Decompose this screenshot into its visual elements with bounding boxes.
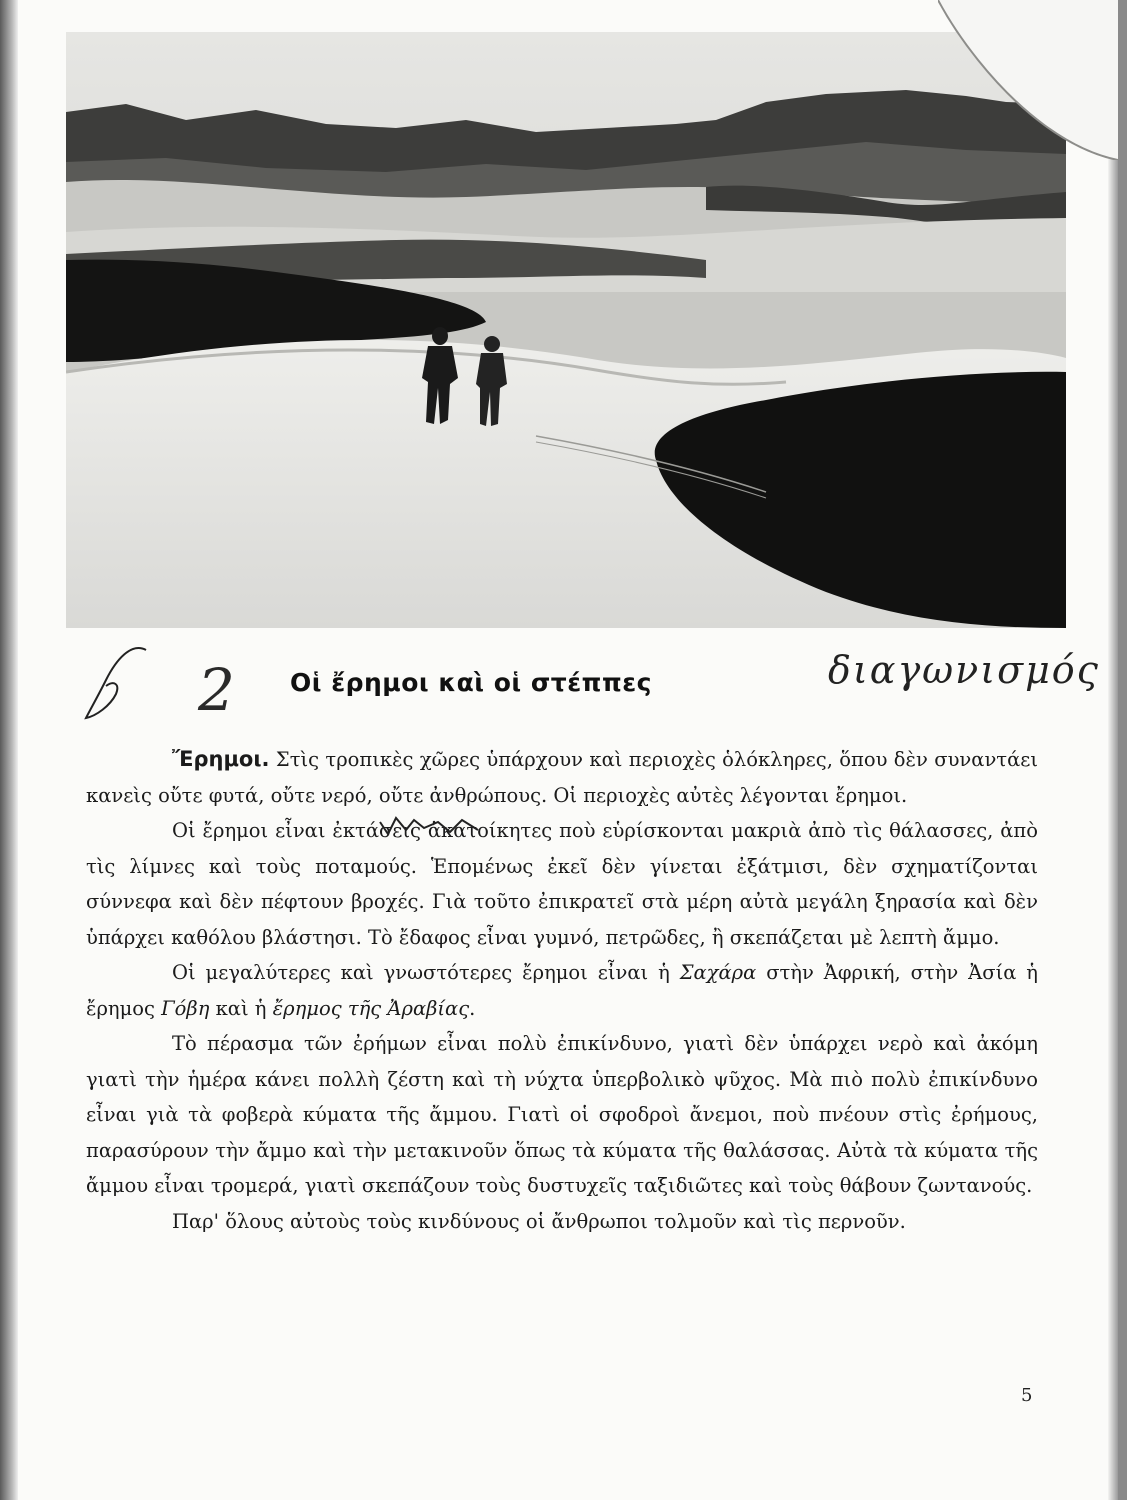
section-lead-deserts: Ἔρημοι.	[172, 747, 270, 771]
text-segment: .	[469, 996, 476, 1020]
desert-photo-illustration	[66, 32, 1066, 628]
handwritten-margin-note: διαγωνισμός	[828, 648, 1100, 692]
place-name-gobi: Γόβη	[161, 996, 210, 1020]
place-name-sahara: Σαχάρα	[679, 961, 757, 984]
page-number: 5	[1021, 1385, 1033, 1406]
paragraph-closing: Παρ' ὅλους αὐτοὺς τοὺς κινδύνους οἱ ἄνθρωποι τολμοῦν καὶ τὶς περνοῦν.	[172, 1209, 906, 1233]
text-segment: Οἱ μεγαλύτερες καὶ γνωστότερες ἔρημοι εἶναι ἡ	[172, 961, 680, 984]
book-binding	[0, 0, 18, 1500]
paragraph-major-deserts	[86, 955, 1038, 1026]
chapter-title: Οἱ ἔρημοι καὶ οἱ στέππες	[290, 668, 652, 697]
page-edge-shadow	[1108, 0, 1118, 1500]
paragraph-conditions: Οἱ ἔρημοι εἶναι ἐκτάσεις ἀκατοίκητες ποὺ εὑρίσκονται μακριὰ ἀπὸ τὶς θάλασσες, ἀπὸ τὶς λίμνες καὶ τοὺς ποταμούς. Ἑπομένως ἐκεῖ δὲν γίνεται ἐξάτμισι, δὲν σχηματίζονται σύννεφα καὶ δὲν πέφτουν βροχές. Γιὰ τοῦτο ἐπικρατεῖ στὰ μέρη αὐτὰ μεγάλη ξηρασία καὶ δὲν ὑπάρχει καθόλου βλάστησι. Τὸ ἔδαφος εἶναι γυμνό, πετρῶδες, ἢ σκεπάζεται μὲ λεπτὴ ἄμμο.	[86, 819, 1038, 949]
desert-photo	[66, 32, 1066, 628]
handwritten-underline-scribble-icon	[378, 812, 488, 842]
paragraph-crossing-danger: Τὸ πέρασμα τῶν ἐρήμων εἶναι πολὺ ἐπικίνδυνο, γιατὶ δὲν ὑπάρχει νερὸ καὶ ἀκόμη γιατὶ τὴν ἡμέρα κάνει πολλὴ ζέστη καὶ τὴ νύχτα ὑπερβολικὸ ψῦχος. Μὰ πιὸ πολὺ ἐπικίνδυνο εἶναι γιὰ τὰ φοβερὰ κύματα τῆς ἄμμου. Γιατὶ οἱ σφοδροὶ ἄνεμοι, ποὺ πνέουν στὶς ἐρήμους, παρασύρουν τὴν ἄμμο καὶ τὴν μετακινοῦν ὅπως τὰ κύματα τῆς θαλάσσας. Αὐτὰ τὰ κύματα τῆς ἄμμου εἶναι τρομερά, γιατὶ σκεπάζουν τοὺς δυστυχεῖς ταξιδιῶτες καὶ τοὺς θάβουν ζωντανούς.	[86, 1032, 1038, 1197]
text-segment: καὶ ἡ	[209, 996, 273, 1020]
paragraph-text: Στὶς τροπικὲς χῶρες ὑπάρχουν καὶ περιοχὲς ὁλόκληρες, ὅπου δὲν συναντάει κανεὶς οὔτε φυτά, οὔτε νερό, οὔτε ἀνθρώπους. Οἱ περιοχὲς αὐτὲς λέγονται ἔρημοι.	[86, 748, 1038, 807]
chapter-body	[86, 742, 1038, 1239]
chapter-number-handwritten: 2	[198, 656, 235, 724]
folded-page-corner	[938, 0, 1118, 160]
text-segment: στὴν Ἀφρική, στὴν Ἀσία ἡ ἔρημος	[86, 961, 1038, 1020]
place-name-arabia: ἔρημος τῆς Ἀραβίας	[272, 996, 470, 1020]
book-page	[18, 0, 1118, 1500]
paragraph-deserts-intro	[86, 742, 1038, 813]
handwritten-scribble-icon	[76, 640, 168, 726]
